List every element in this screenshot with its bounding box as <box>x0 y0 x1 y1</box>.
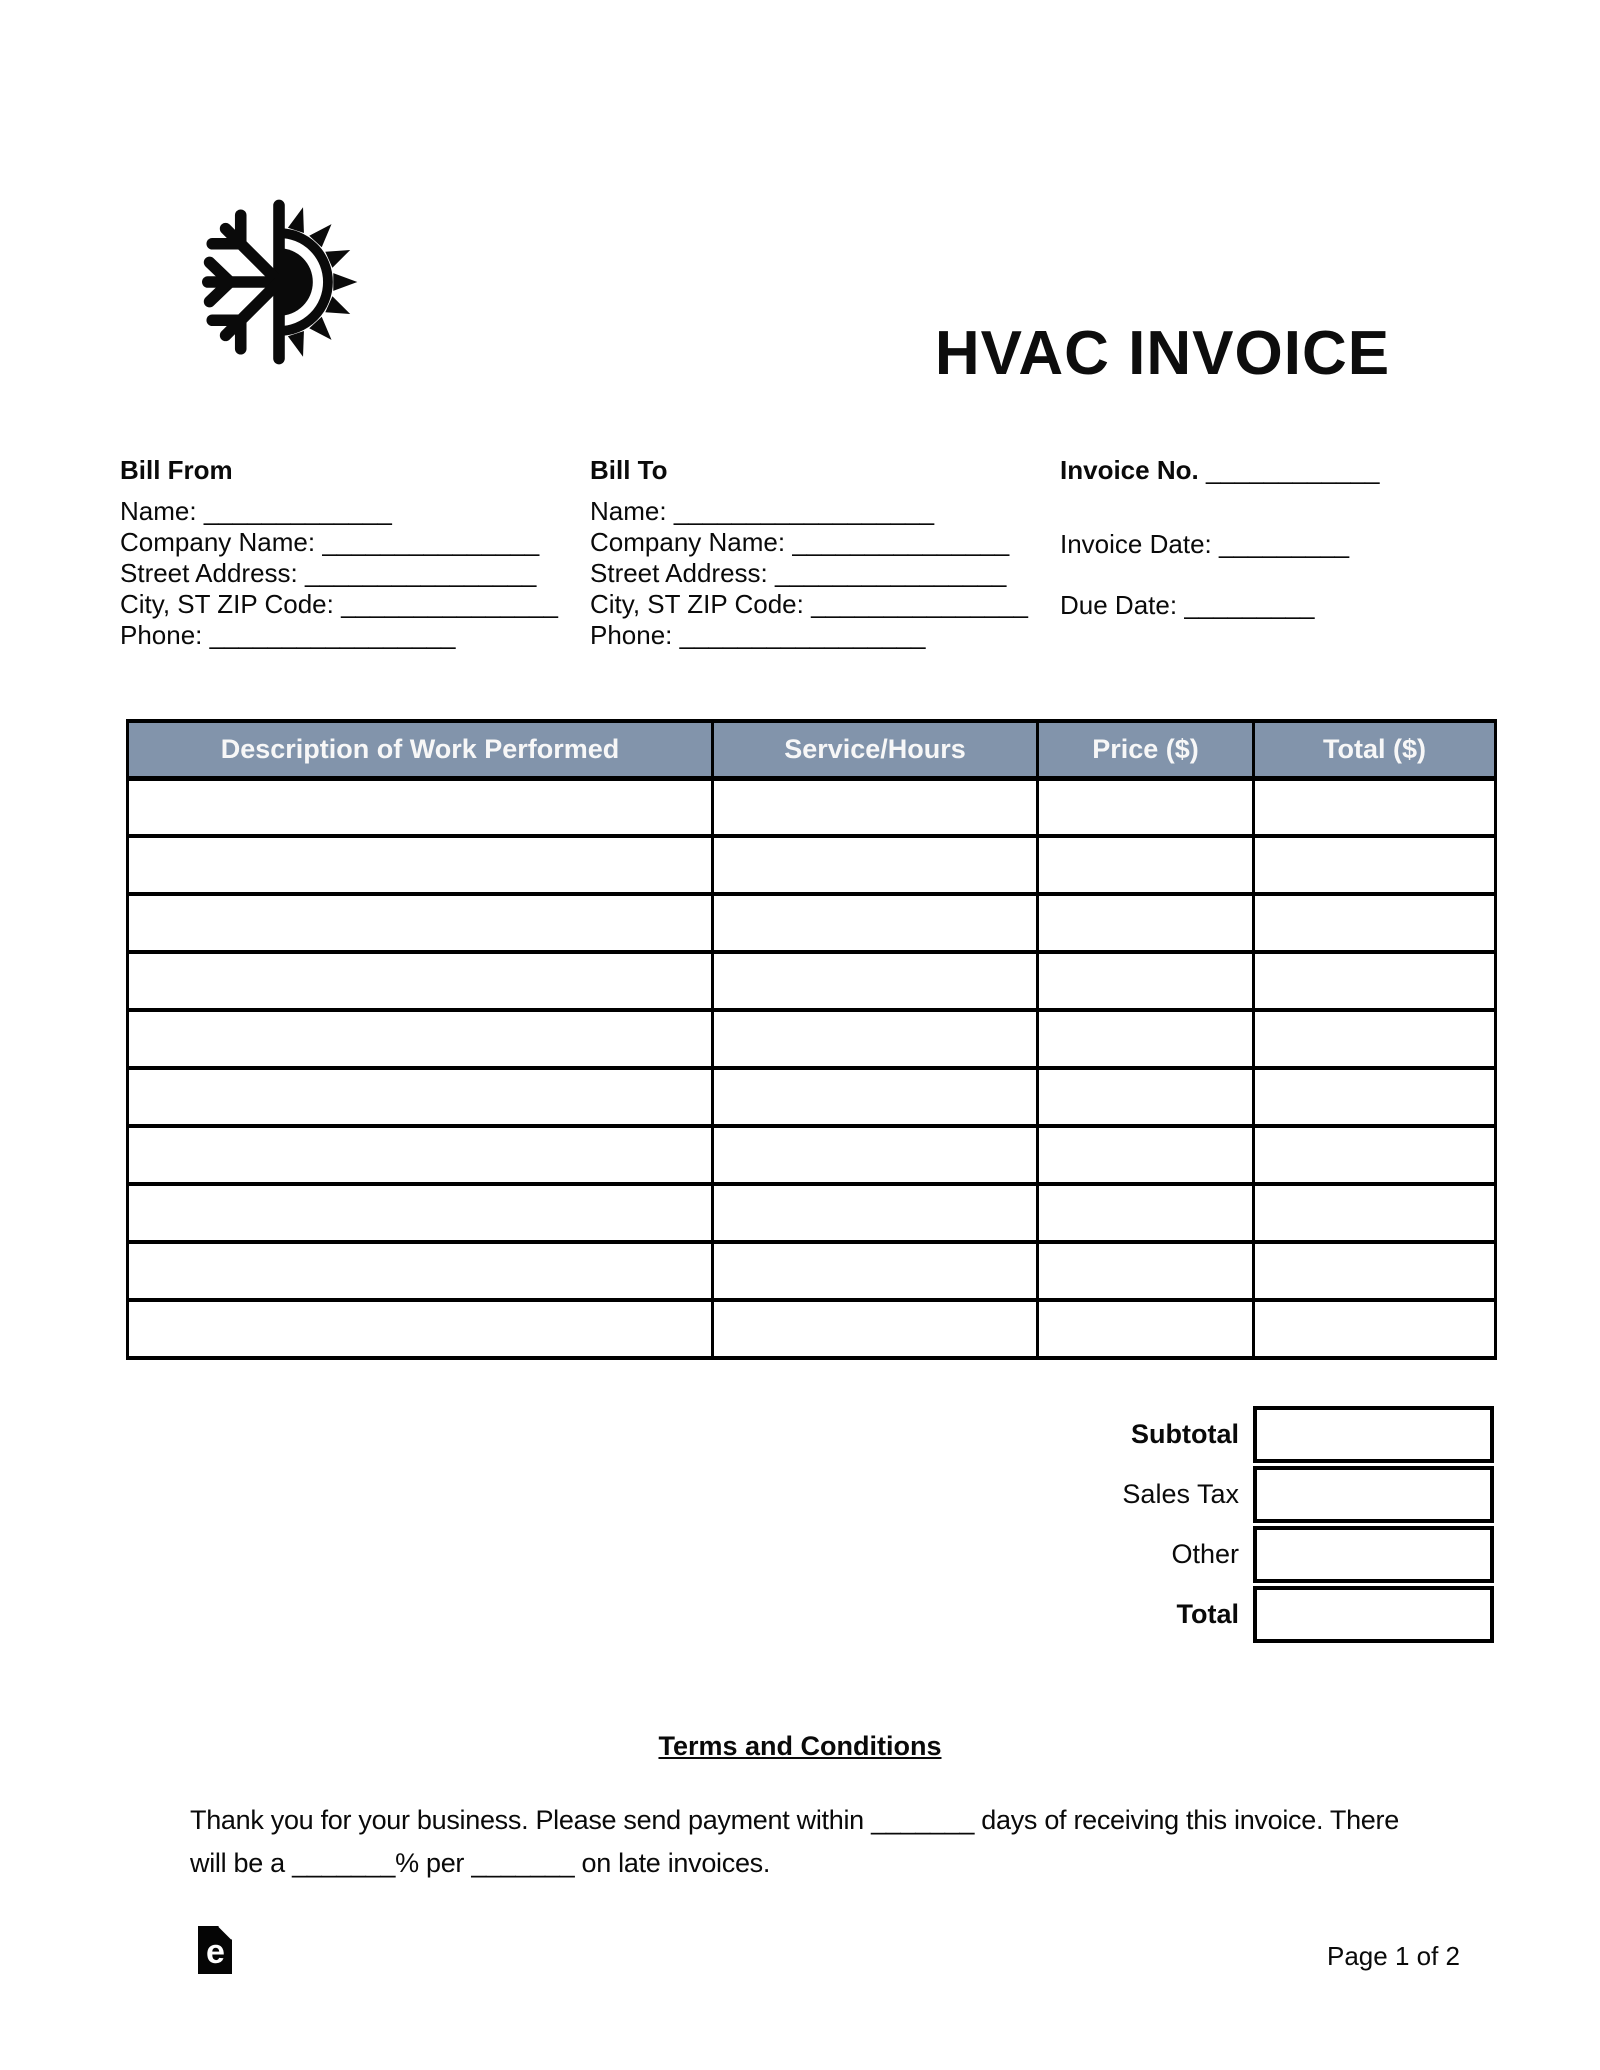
table-row <box>128 836 1496 894</box>
due-date-blank[interactable]: _________ <box>1184 590 1315 620</box>
due-date-label: Due Date: <box>1060 590 1178 620</box>
bill-from-name-blank[interactable]: _____________ <box>203 496 392 526</box>
table-row <box>128 894 1496 952</box>
bill-to-name-label: Name: <box>590 496 667 526</box>
bill-to-heading: Bill To <box>590 455 668 485</box>
bill-to-company-blank[interactable]: _______________ <box>792 527 1010 557</box>
bill-to-street-label: Street Address: <box>590 558 768 588</box>
table-cell[interactable] <box>128 1126 713 1184</box>
table-cell[interactable] <box>128 836 713 894</box>
sales-tax-label: Sales Tax <box>1122 1479 1239 1509</box>
terms-paragraph <box>190 1799 1420 1885</box>
invoice-number-blank[interactable]: ____________ <box>1205 455 1380 485</box>
summary-row-total <box>126 1586 1494 1643</box>
table-cell[interactable] <box>1254 1126 1496 1184</box>
other-value-box[interactable] <box>1253 1526 1494 1583</box>
bill-from-heading: Bill From <box>120 455 233 485</box>
invoice-number-label: Invoice No. <box>1060 455 1199 485</box>
total-value-box[interactable] <box>1253 1586 1494 1643</box>
terms-text-2: days of receiving this invoice. There will be a <box>190 1805 1399 1878</box>
table-row <box>128 778 1496 836</box>
summary-row-other <box>126 1526 1494 1583</box>
table-row <box>128 952 1496 1010</box>
terms-text-3: % per <box>395 1848 465 1878</box>
table-cell[interactable] <box>1038 1010 1254 1068</box>
bill-from-phone-blank[interactable]: _________________ <box>209 620 456 650</box>
table-cell[interactable] <box>128 778 713 836</box>
bill-from-company-blank[interactable]: _______________ <box>322 527 540 557</box>
table-row <box>128 1184 1496 1242</box>
other-label: Other <box>1171 1539 1239 1569</box>
bill-to-city-label: City, ST ZIP Code: <box>590 589 804 619</box>
table-cell[interactable] <box>713 778 1038 836</box>
terms-text-4: on late invoices. <box>581 1848 771 1878</box>
table-cell[interactable] <box>128 1184 713 1242</box>
table-cell[interactable] <box>1038 836 1254 894</box>
table-cell[interactable] <box>713 1068 1038 1126</box>
terms-heading: Terms and Conditions <box>658 1731 942 1761</box>
table-cell[interactable] <box>1038 952 1254 1010</box>
table-cell[interactable] <box>128 1242 713 1300</box>
page-title: HVAC INVOICE <box>934 319 1391 388</box>
terms-days-blank[interactable]: _______ <box>871 1805 975 1835</box>
table-cell[interactable] <box>1254 894 1496 952</box>
work-table-body <box>128 778 1496 1358</box>
terms-period-blank[interactable]: _______ <box>471 1848 575 1878</box>
bill-from-phone-label: Phone: <box>120 620 203 650</box>
table-cell[interactable] <box>128 952 713 1010</box>
column-header-price: Price ($) <box>1038 721 1254 778</box>
subtotal-value-box[interactable] <box>1253 1406 1494 1463</box>
table-cell[interactable] <box>1038 894 1254 952</box>
bill-to-section <box>590 455 1028 651</box>
table-cell[interactable] <box>1254 836 1496 894</box>
table-cell[interactable] <box>1254 1300 1496 1358</box>
work-table-header-row <box>128 721 1496 778</box>
table-cell[interactable] <box>713 1184 1038 1242</box>
summary-row-subtotal <box>126 1406 1494 1463</box>
table-cell[interactable] <box>713 836 1038 894</box>
bill-to-phone-label: Phone: <box>590 620 673 650</box>
bill-from-city-label: City, ST ZIP Code: <box>120 589 334 619</box>
column-header-service-hours: Service/Hours <box>713 721 1038 778</box>
table-cell[interactable] <box>1038 778 1254 836</box>
column-header-total: Total ($) <box>1254 721 1496 778</box>
table-row <box>128 1010 1496 1068</box>
table-row <box>128 1068 1496 1126</box>
table-cell[interactable] <box>1254 1184 1496 1242</box>
table-cell[interactable] <box>1038 1184 1254 1242</box>
table-cell[interactable] <box>1038 1068 1254 1126</box>
bill-from-city-blank[interactable]: _______________ <box>341 589 558 619</box>
bill-to-street-blank[interactable]: ________________ <box>775 558 1007 588</box>
table-row <box>128 1126 1496 1184</box>
terms-text-1: Thank you for your business. Please send payment within <box>190 1805 864 1835</box>
table-cell[interactable] <box>1254 1068 1496 1126</box>
table-cell[interactable] <box>1038 1242 1254 1300</box>
invoice-date-blank[interactable]: _________ <box>1218 529 1350 559</box>
table-row <box>128 1300 1496 1358</box>
table-cell[interactable] <box>1038 1300 1254 1358</box>
table-cell[interactable] <box>128 1068 713 1126</box>
bill-to-company-label: Company Name: <box>590 527 786 557</box>
table-cell[interactable] <box>1254 952 1496 1010</box>
work-table <box>126 719 1497 1360</box>
table-cell[interactable] <box>1254 1010 1496 1068</box>
bill-to-phone-blank[interactable]: _________________ <box>679 620 926 650</box>
svg-text:e: e <box>206 1933 225 1971</box>
table-cell[interactable] <box>713 1300 1038 1358</box>
bill-from-name-label: Name: <box>120 496 197 526</box>
summary-row-sales-tax <box>126 1466 1494 1523</box>
table-cell[interactable] <box>1254 778 1496 836</box>
page-indicator: Page 1 of 2 <box>1327 1941 1460 1971</box>
bill-from-street-blank[interactable]: ________________ <box>305 558 537 588</box>
eforms-document-icon <box>197 1925 233 1975</box>
table-cell[interactable] <box>713 894 1038 952</box>
summary-section <box>126 1406 1494 1646</box>
total-label: Total <box>1176 1599 1239 1629</box>
bill-from-street-label: Street Address: <box>120 558 298 588</box>
bill-to-name-blank[interactable]: __________________ <box>673 496 935 526</box>
subtotal-label: Subtotal <box>1131 1419 1239 1449</box>
hvac-snowflake-sun-logo <box>190 193 368 371</box>
terms-percent-blank[interactable]: _______ <box>292 1848 396 1878</box>
table-cell[interactable] <box>1038 1126 1254 1184</box>
table-cell[interactable] <box>128 1300 713 1358</box>
table-cell[interactable] <box>1254 1242 1496 1300</box>
sales-tax-value-box[interactable] <box>1253 1466 1494 1523</box>
invoice-date-label: Invoice Date: <box>1060 529 1212 559</box>
table-cell[interactable] <box>713 952 1038 1010</box>
table-cell[interactable] <box>128 1010 713 1068</box>
table-row <box>128 1242 1496 1300</box>
table-cell[interactable] <box>713 1242 1038 1300</box>
bill-from-section <box>120 455 558 651</box>
bill-from-company-label: Company Name: <box>120 527 316 557</box>
table-cell[interactable] <box>128 894 713 952</box>
bill-to-city-blank[interactable]: _______________ <box>811 589 1028 619</box>
table-cell[interactable] <box>713 1126 1038 1184</box>
table-cell[interactable] <box>713 1010 1038 1068</box>
invoice-meta-section <box>1060 455 1379 621</box>
column-header-description: Description of Work Performed <box>128 721 713 778</box>
